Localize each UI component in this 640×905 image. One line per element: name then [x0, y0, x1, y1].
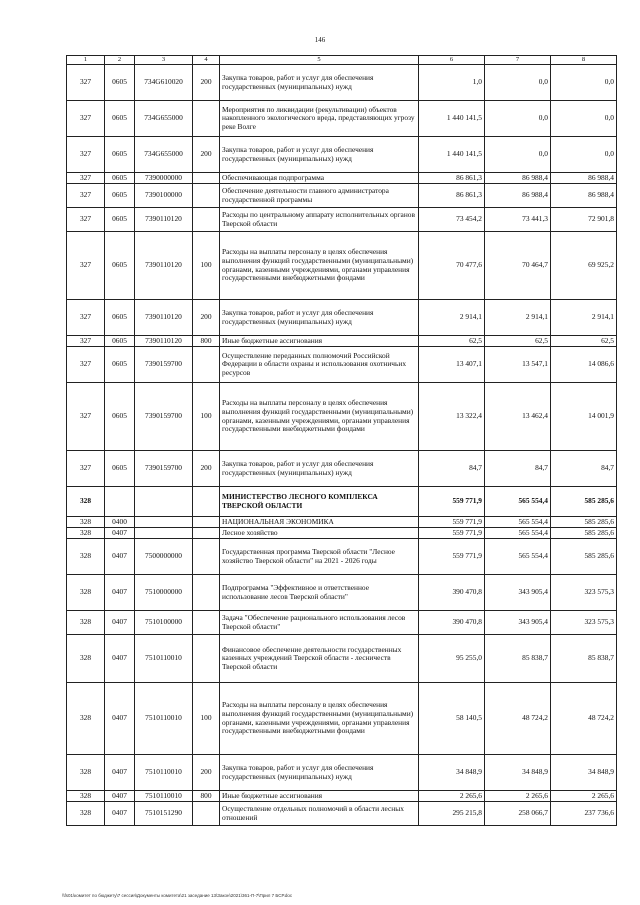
row-code-cell: 327: [67, 101, 105, 137]
description-cell: Лесное хозяйство: [220, 528, 419, 539]
description-cell: Государственная программа Тверской области "Лесное хозяйство Тверской области" на 2021 - 2026 годы: [220, 539, 419, 575]
expense-type-cell: 200: [193, 137, 220, 173]
row-code-cell: 328: [67, 791, 105, 802]
expense-type-cell: 100: [193, 232, 220, 300]
table-row: [67, 173, 617, 184]
row-code-cell: 328: [67, 635, 105, 683]
description-cell: Закупка товаров, работ и услуг для обеспечения государственных (муниципальных) нужд: [220, 65, 419, 101]
amount-2021-cell: 70 477,6: [419, 232, 485, 300]
table-row: [67, 755, 617, 791]
target-article-cell: 7390100000: [135, 184, 193, 208]
amount-2022-cell: 258 066,7: [485, 802, 551, 826]
page-number: 146: [314, 36, 326, 44]
amount-2023-cell: 323 575,3: [551, 611, 617, 635]
target-article-cell: [135, 528, 193, 539]
amount-2021-cell: 84,7: [419, 451, 485, 487]
amount-2021-cell: 86 861,3: [419, 173, 485, 184]
amount-2023-cell: 237 736,6: [551, 802, 617, 826]
amount-2021-cell: 559 771,9: [419, 487, 485, 517]
expense-type-cell: [193, 173, 220, 184]
amount-2022-cell: 343 905,4: [485, 611, 551, 635]
expense-type-cell: [193, 635, 220, 683]
expense-type-cell: 800: [193, 791, 220, 802]
section-code-cell: [105, 487, 135, 517]
description-cell: Иные бюджетные ассигнования: [220, 791, 419, 802]
row-code-cell: 327: [67, 336, 105, 347]
section-code-cell: 0400: [105, 517, 135, 528]
row-code-cell: 327: [67, 137, 105, 173]
expense-type-cell: [193, 184, 220, 208]
expense-type-cell: 200: [193, 65, 220, 101]
row-code-cell: 327: [67, 173, 105, 184]
amount-2023-cell: 86 988,4: [551, 184, 617, 208]
column-number-header: 2: [105, 56, 135, 65]
section-code-cell: 0407: [105, 683, 135, 755]
amount-2023-cell: 2 265,6: [551, 791, 617, 802]
row-code-cell: 328: [67, 611, 105, 635]
description-cell: Иные бюджетные ассигнования: [220, 336, 419, 347]
expense-type-cell: [193, 575, 220, 611]
table-row: [67, 517, 617, 528]
description-cell: Обеспечение деятельности главного администратора государственной программы: [220, 184, 419, 208]
expense-type-cell: [193, 101, 220, 137]
amount-2021-cell: 390 470,8: [419, 611, 485, 635]
row-code-cell: 328: [67, 755, 105, 791]
expense-type-cell: [193, 347, 220, 383]
footer-file-path: \\fs01\комитет по бюджету\7 сессия\Документы комитета\21 заседание 13\Закон\2021\361-П-7\Прил 7 БСР.doc: [62, 893, 293, 898]
expense-type-cell: 800: [193, 336, 220, 347]
amount-2022-cell: 13 547,1: [485, 347, 551, 383]
column-number-header: 3: [135, 56, 193, 65]
amount-2023-cell: 85 838,7: [551, 635, 617, 683]
table-row: [67, 791, 617, 802]
table-row: [67, 575, 617, 611]
table-row: [67, 184, 617, 208]
column-number-header: 4: [193, 56, 220, 65]
description-cell: Расходы на выплаты персоналу в целях обеспечения выполнения функций государственными (муниципальными) органами, казенными учреждениями, органами управления государственными внебюджетными фондами: [220, 383, 419, 451]
table-row: [67, 802, 617, 826]
amount-2022-cell: 0,0: [485, 101, 551, 137]
table-row: [67, 635, 617, 683]
section-code-cell: 0407: [105, 539, 135, 575]
expense-type-cell: [193, 517, 220, 528]
target-article-cell: 7390110120: [135, 300, 193, 336]
amount-2021-cell: 1 440 141,5: [419, 137, 485, 173]
target-article-cell: 7390159700: [135, 383, 193, 451]
section-code-cell: 0605: [105, 137, 135, 173]
target-article-cell: 7510110010: [135, 635, 193, 683]
amount-2021-cell: 295 215,8: [419, 802, 485, 826]
amount-2021-cell: 62,5: [419, 336, 485, 347]
amount-2023-cell: 585 285,6: [551, 487, 617, 517]
description-cell: Финансовое обеспечение деятельности государственных казенных учреждений Тверской области - лесничеств Тверской области: [220, 635, 419, 683]
amount-2022-cell: 85 838,7: [485, 635, 551, 683]
budget-table: [66, 55, 617, 826]
section-code-cell: 0407: [105, 802, 135, 826]
expense-type-cell: 200: [193, 300, 220, 336]
amount-2022-cell: 0,0: [485, 137, 551, 173]
amount-2021-cell: 559 771,9: [419, 528, 485, 539]
row-code-cell: 328: [67, 487, 105, 517]
target-article-cell: 7390159700: [135, 451, 193, 487]
description-cell: Подпрограмма "Эффективное и ответственное использование лесов Тверской области": [220, 575, 419, 611]
row-code-cell: 328: [67, 517, 105, 528]
expense-type-cell: 200: [193, 451, 220, 487]
amount-2022-cell: 565 554,4: [485, 517, 551, 528]
amount-2023-cell: 69 925,2: [551, 232, 617, 300]
table-row: [67, 347, 617, 383]
description-cell: Закупка товаров, работ и услуг для обеспечения государственных (муниципальных) нужд: [220, 755, 419, 791]
amount-2023-cell: 0,0: [551, 65, 617, 101]
table-row: [67, 487, 617, 517]
table-row: [67, 451, 617, 487]
expense-type-cell: 100: [193, 383, 220, 451]
row-code-cell: 327: [67, 184, 105, 208]
table-row: [67, 300, 617, 336]
amount-2021-cell: 559 771,9: [419, 539, 485, 575]
amount-2023-cell: 323 575,3: [551, 575, 617, 611]
row-code-cell: 327: [67, 451, 105, 487]
amount-2021-cell: 390 470,8: [419, 575, 485, 611]
table-row: [67, 101, 617, 137]
target-article-cell: 734G655000: [135, 137, 193, 173]
section-code-cell: 0407: [105, 635, 135, 683]
amount-2022-cell: 565 554,4: [485, 487, 551, 517]
amount-2023-cell: 585 285,6: [551, 528, 617, 539]
amount-2022-cell: 2 265,6: [485, 791, 551, 802]
row-code-cell: 327: [67, 208, 105, 232]
row-code-cell: 327: [67, 383, 105, 451]
section-code-cell: 0605: [105, 173, 135, 184]
table-row: [67, 528, 617, 539]
table-row: [67, 137, 617, 173]
description-cell: Расходы по центральному аппарату исполнительных органов Тверской области: [220, 208, 419, 232]
column-number-header: 7: [485, 56, 551, 65]
amount-2023-cell: 14 086,6: [551, 347, 617, 383]
description-cell: Закупка товаров, работ и услуг для обеспечения государственных (муниципальных) нужд: [220, 451, 419, 487]
amount-2021-cell: 2 914,1: [419, 300, 485, 336]
expense-type-cell: [193, 528, 220, 539]
description-cell: Мероприятия по ликвидации (рекультивации) объектов накопленного экологического вреда, представляющих угрозу реке Волге: [220, 101, 419, 137]
amount-2023-cell: 84,7: [551, 451, 617, 487]
table-row: [67, 611, 617, 635]
amount-2021-cell: 559 771,9: [419, 517, 485, 528]
amount-2022-cell: 2 914,1: [485, 300, 551, 336]
description-cell: Осуществление переданных полномочий Российской Федерации в области охраны и использования охотничьих ресурсов: [220, 347, 419, 383]
description-cell: Осуществление отдельных полномочий в области лесных отношений: [220, 802, 419, 826]
section-code-cell: 0407: [105, 755, 135, 791]
description-cell: Расходы на выплаты персоналу в целях обеспечения выполнения функций государственными (муниципальными) органами, казенными учреждениями, органами управления государственными внебюджетными фондами: [220, 683, 419, 755]
amount-2021-cell: 73 454,2: [419, 208, 485, 232]
amount-2021-cell: 13 322,4: [419, 383, 485, 451]
section-code-cell: 0605: [105, 101, 135, 137]
target-article-cell: 7510151290: [135, 802, 193, 826]
column-number-row: [67, 56, 617, 65]
target-article-cell: 7510110010: [135, 755, 193, 791]
amount-2022-cell: 48 724,2: [485, 683, 551, 755]
amount-2022-cell: 565 554,4: [485, 528, 551, 539]
table-row: [67, 65, 617, 101]
target-article-cell: 7510110010: [135, 683, 193, 755]
target-article-cell: 734G610020: [135, 65, 193, 101]
amount-2022-cell: 70 464,7: [485, 232, 551, 300]
amount-2023-cell: 62,5: [551, 336, 617, 347]
description-cell: Расходы на выплаты персоналу в целях обеспечения выполнения функций государственными (муниципальными) органами, казенными учреждениями, органами управления государственными внебюджетными фондами: [220, 232, 419, 300]
amount-2023-cell: 34 848,9: [551, 755, 617, 791]
row-code-cell: 328: [67, 683, 105, 755]
amount-2022-cell: 13 462,4: [485, 383, 551, 451]
amount-2021-cell: 2 265,6: [419, 791, 485, 802]
expense-type-cell: [193, 802, 220, 826]
column-number-header: 6: [419, 56, 485, 65]
amount-2021-cell: 86 861,3: [419, 184, 485, 208]
expense-type-cell: [193, 208, 220, 232]
row-code-cell: 328: [67, 575, 105, 611]
amount-2021-cell: 58 140,5: [419, 683, 485, 755]
amount-2022-cell: 34 848,9: [485, 755, 551, 791]
amount-2022-cell: 84,7: [485, 451, 551, 487]
target-article-cell: 7510100000: [135, 611, 193, 635]
section-code-cell: 0605: [105, 383, 135, 451]
table-row: [67, 539, 617, 575]
table-row: [67, 683, 617, 755]
amount-2022-cell: 86 988,4: [485, 173, 551, 184]
expense-type-cell: 200: [193, 755, 220, 791]
amount-2023-cell: 72 901,8: [551, 208, 617, 232]
amount-2023-cell: 48 724,2: [551, 683, 617, 755]
description-cell: НАЦИОНАЛЬНАЯ ЭКОНОМИКА: [220, 517, 419, 528]
expense-type-cell: [193, 539, 220, 575]
target-article-cell: [135, 517, 193, 528]
description-cell: Обеспечивающая подпрограмма: [220, 173, 419, 184]
amount-2021-cell: 13 407,1: [419, 347, 485, 383]
description-cell: МИНИСТЕРСТВО ЛЕСНОГО КОМПЛЕКСА ТВЕРСКОЙ ОБЛАСТИ: [220, 487, 419, 517]
amount-2023-cell: 2 914,1: [551, 300, 617, 336]
section-code-cell: 0605: [105, 65, 135, 101]
expense-type-cell: 100: [193, 683, 220, 755]
amount-2022-cell: 86 988,4: [485, 184, 551, 208]
amount-2022-cell: 0,0: [485, 65, 551, 101]
row-code-cell: 328: [67, 528, 105, 539]
row-code-cell: 327: [67, 65, 105, 101]
column-number-header: 1: [67, 56, 105, 65]
amount-2022-cell: 62,5: [485, 336, 551, 347]
row-code-cell: 328: [67, 802, 105, 826]
section-code-cell: 0605: [105, 208, 135, 232]
target-article-cell: 7500000000: [135, 539, 193, 575]
description-cell: Задача "Обеспечение рационального использования лесов Тверской области": [220, 611, 419, 635]
row-code-cell: 327: [67, 347, 105, 383]
row-code-cell: 327: [67, 232, 105, 300]
amount-2021-cell: 1 440 141,5: [419, 101, 485, 137]
amount-2021-cell: 34 848,9: [419, 755, 485, 791]
amount-2021-cell: 95 255,0: [419, 635, 485, 683]
row-code-cell: 328: [67, 539, 105, 575]
section-code-cell: 0407: [105, 528, 135, 539]
target-article-cell: 734G655000: [135, 101, 193, 137]
amount-2023-cell: 86 988,4: [551, 173, 617, 184]
amount-2022-cell: 343 905,4: [485, 575, 551, 611]
section-code-cell: 0407: [105, 611, 135, 635]
amount-2022-cell: 73 441,3: [485, 208, 551, 232]
target-article-cell: 7390110120: [135, 232, 193, 300]
description-cell: Закупка товаров, работ и услуг для обеспечения государственных (муниципальных) нужд: [220, 300, 419, 336]
target-article-cell: 7390000000: [135, 173, 193, 184]
section-code-cell: 0605: [105, 451, 135, 487]
column-number-header: 5: [220, 56, 419, 65]
section-code-cell: 0407: [105, 791, 135, 802]
expense-type-cell: [193, 611, 220, 635]
section-code-cell: 0605: [105, 232, 135, 300]
amount-2023-cell: 14 001,9: [551, 383, 617, 451]
table-row: [67, 383, 617, 451]
column-number-header: 8: [551, 56, 617, 65]
row-code-cell: 327: [67, 300, 105, 336]
section-code-cell: 0605: [105, 347, 135, 383]
target-article-cell: 7390159700: [135, 347, 193, 383]
target-article-cell: 7390110120: [135, 208, 193, 232]
amount-2023-cell: 0,0: [551, 137, 617, 173]
amount-2022-cell: 565 554,4: [485, 539, 551, 575]
target-article-cell: 7510000000: [135, 575, 193, 611]
section-code-cell: 0605: [105, 300, 135, 336]
amount-2023-cell: 585 285,6: [551, 539, 617, 575]
target-article-cell: 7510110010: [135, 791, 193, 802]
table-row: [67, 232, 617, 300]
description-cell: Закупка товаров, работ и услуг для обеспечения государственных (муниципальных) нужд: [220, 137, 419, 173]
section-code-cell: 0605: [105, 184, 135, 208]
section-code-cell: 0407: [105, 575, 135, 611]
amount-2023-cell: 585 285,6: [551, 517, 617, 528]
table-row: [67, 336, 617, 347]
amount-2023-cell: 0,0: [551, 101, 617, 137]
expense-type-cell: [193, 487, 220, 517]
target-article-cell: [135, 487, 193, 517]
target-article-cell: 7390110120: [135, 336, 193, 347]
amount-2021-cell: 1,0: [419, 65, 485, 101]
section-code-cell: 0605: [105, 336, 135, 347]
table-row: [67, 208, 617, 232]
